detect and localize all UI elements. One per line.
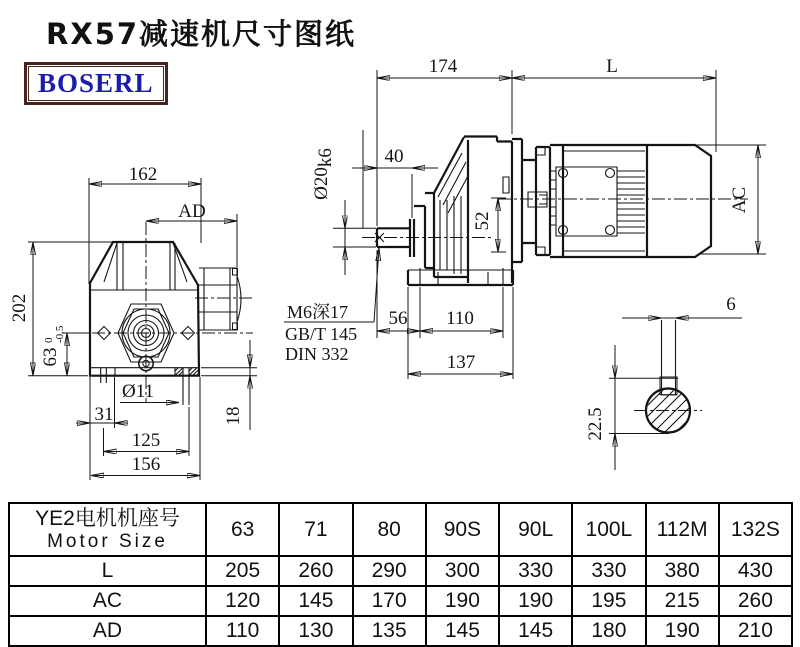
dim-40-label: 40 [384, 146, 404, 167]
dim-d11-label: Ø11 [121, 381, 155, 402]
dimension-lines [28, 70, 766, 480]
table-cell: 330 [499, 556, 572, 586]
table-cell: 300 [426, 556, 499, 586]
table-cell: 430 [719, 556, 792, 586]
table-cell: 215 [646, 586, 719, 616]
svg-text:63: 63 [40, 347, 61, 367]
table-cell: 330 [572, 556, 645, 586]
table-cell: 195 [572, 586, 645, 616]
table-row-label: AC [9, 586, 206, 616]
table-cell: 260 [719, 586, 792, 616]
table-cell: 210 [719, 616, 792, 646]
table-cell: 190 [646, 616, 719, 646]
table-col-header: 90L [499, 503, 572, 556]
table-header-en: Motor Size [47, 531, 168, 552]
dim-202-label: 202 [9, 293, 30, 323]
dim-key-height-label: 22.5 [585, 407, 606, 441]
table-cell: 120 [206, 586, 279, 616]
motor-size-table [8, 502, 793, 647]
svg-text:0: 0 [43, 337, 55, 343]
table-cell: 130 [279, 616, 352, 646]
table-cell: 135 [353, 616, 426, 646]
table-col-header: 71 [279, 503, 352, 556]
note-gb-standard: GB/T 145 [285, 324, 358, 344]
table-row-label: AD [9, 616, 206, 646]
dim-ac-label: AC [729, 186, 750, 214]
note-din-standard: DIN 332 [285, 344, 349, 364]
table-col-header: 80 [353, 503, 426, 556]
table-cell: 110 [206, 616, 279, 646]
dim-shaft-label: Ø20k6 [311, 148, 336, 200]
dim-l-label: L [606, 56, 618, 77]
table-row [9, 616, 792, 646]
table-cell: 190 [499, 586, 572, 616]
dim-ad-label: AD [178, 201, 206, 222]
table-cell: 180 [572, 616, 645, 646]
svg-text:-0.5: -0.5 [54, 325, 66, 343]
side-view [362, 137, 748, 286]
dim-110-label: 110 [446, 308, 474, 329]
dim-56-label: 56 [388, 308, 408, 329]
table-cell: 145 [499, 616, 572, 646]
table-cell: 260 [279, 556, 352, 586]
dim-63-label [40, 325, 66, 366]
table-cell: 145 [426, 616, 499, 646]
dim-174-label: 174 [428, 56, 458, 77]
dimension-labels [9, 56, 750, 475]
table-cell: 380 [646, 556, 719, 586]
page-title: RX57减速机尺寸图纸 [46, 17, 357, 51]
brand-logo-text: BOSERL [28, 66, 164, 101]
table-cell: 145 [279, 586, 352, 616]
dim-162-label: 162 [128, 164, 158, 185]
table-cell: 205 [206, 556, 279, 586]
table-col-header: 63 [206, 503, 279, 556]
table-header-cn: YE2电机机座号 [35, 507, 180, 530]
table-row [9, 556, 792, 586]
table-header-motor-size [9, 503, 206, 556]
dim-125-label: 125 [131, 430, 161, 451]
table-cell: 190 [426, 586, 499, 616]
dim-156-label: 156 [131, 454, 161, 475]
table-cell: 170 [353, 586, 426, 616]
table-col-header: 132S [719, 503, 792, 556]
table-col-header: 100L [572, 503, 645, 556]
dim-137-label: 137 [446, 352, 476, 373]
dim-18-label: 18 [223, 406, 244, 426]
table-col-header: 112M [646, 503, 719, 556]
dim-31-label: 31 [94, 404, 114, 425]
dim-key-width-label: 6 [726, 294, 736, 315]
note-thread-label: M6深17 [287, 302, 349, 322]
table-cell: 290 [353, 556, 426, 586]
table-row-label: L [9, 556, 206, 586]
dim-52-label: 52 [472, 211, 493, 231]
front-view [70, 222, 253, 405]
table-col-header: 90S [426, 503, 499, 556]
table-header-row [9, 503, 792, 556]
table-row [9, 586, 792, 616]
